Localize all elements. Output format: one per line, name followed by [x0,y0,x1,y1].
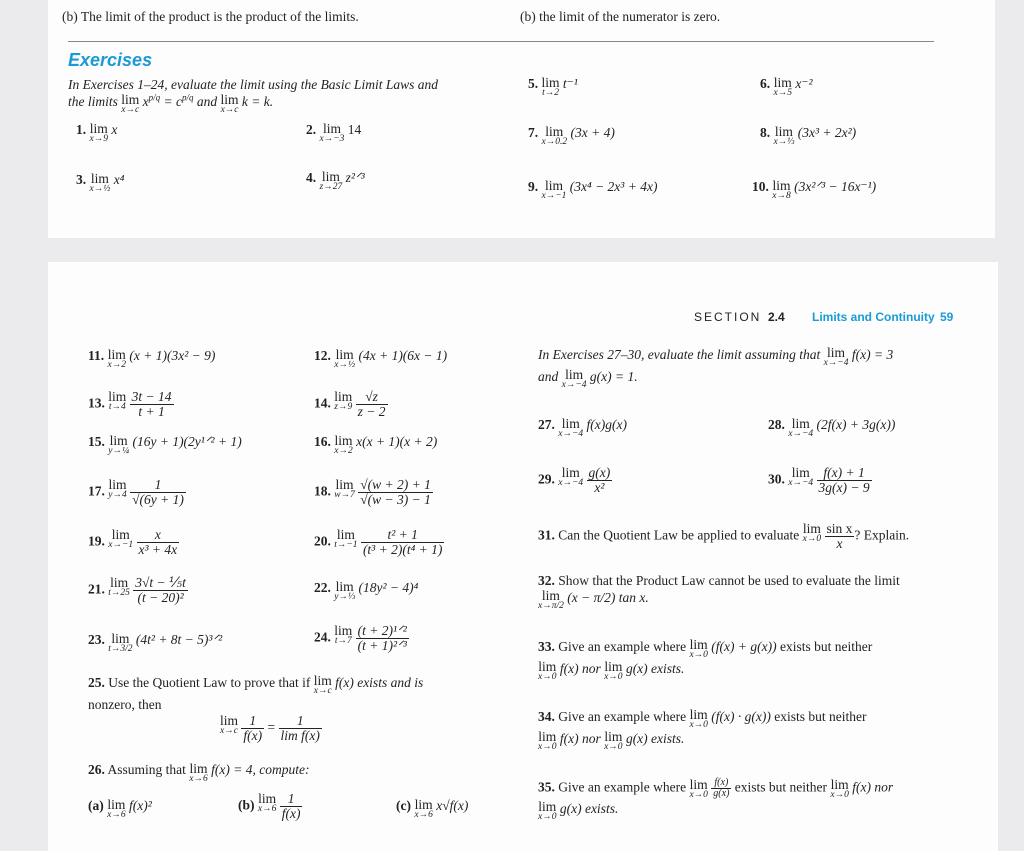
exercise-35: 35. Give an example where lim x→0 $\frac{f(x)}{g(x)}$ exists but neither lim x→0 f(x) nor lim x→0 g(x) exists. [538,777,894,822]
exercise-1: 1. lim x→9 x [76,121,118,144]
exercise-4: 4. lim z→27 z²ᐟ³ [306,169,365,192]
exercise-30: 30. lim x→−4 $\frac{f(x) + 1}{3g(x) - 9}$ [768,465,870,495]
exercise-25-equation: lim x→c $\frac{1}{f(x)}$ = $\frac{1}{\text{lim f(x)}}$ [220,713,320,743]
exercise-26a: (a) lim x→6 f(x)² [88,797,152,820]
section-label: SECTION [694,310,762,324]
exercise-28: 28. lim x→−4 (2f(x) + 3g(x)) [768,416,896,439]
exercise-10: 10. lim x→8 (3x²ᐟ³ − 16x⁻¹) [752,178,877,201]
exercise-13: 13. lim t→4 $\frac{3t - 14}{t + 1}$ [88,389,172,419]
exercise-11: 11. lim x→2 (x + 1)(3x² − 9) [88,347,216,370]
exercise-17: 17. lim y→4 $\frac{1}{√(6y + 1)}$ [88,477,184,507]
section-title: Limits and Continuity [812,310,935,324]
exercises-heading: Exercises [68,50,153,70]
exercises-intro: In Exercises 1–24, evaluate the limit using the Basic Limit Laws and the limits lim x→c $x^{p/q} = c^{p/q}$ and lim x→c k = k. [68,77,438,115]
exercise-25: 25. Use the Quotient Law to prove that if lim x→c f(x) exists and is nonzero, then [88,673,424,712]
exercise-20: 20. lim t→−1 $\frac{\text{t² + 1}}{\text{(t³ + 2)(t⁴ + 1)}}$ [314,527,443,557]
exercise-27: 27. lim x→−4 f(x)g(x) [538,416,627,439]
exercise-8: 8. lim x→⅓ (3x³ + 2x²) [760,124,857,147]
top-right-text: (b) the limit of the numerator is zero. [520,9,721,24]
exercise-7: 7. lim x→0.2 (3x + 4) [528,124,615,147]
exercise-15: 15. lim y→¼ (16y + 1)(2y¹ᐟ² + 1) [88,433,242,456]
exercise-9: 9. lim x→−1 (3x⁴ − 2x³ + 4x) [528,178,658,201]
exercise-3: 3. lim x→½ x⁴ [76,171,125,194]
exercise-14: 14. lim z→9 $\frac{√z}{z - 2}$ [314,389,386,419]
exercise-16: 16. lim x→2 x(x + 1)(x + 2) [314,433,438,456]
exercise-29: 29. lim x→−4 $\frac{g(x)}{\text{x²}}$ [538,465,611,495]
exercise-26: 26. Assuming that lim x→6 f(x) = 4, compute: [88,761,310,784]
exercise-18: 18. lim w→7 $\frac{√(w + 2) + 1}{√(w - 3) - 1}$ [314,477,431,507]
exercise-2: 2. lim x→−3 14 [306,121,362,144]
exercise-21: 21. lim t→25 $\frac{\text{3√t − ⅕t}}{\text{(t − 20)²}}$ [88,575,186,605]
exercise-31: 31. Can the Quotient Law be applied to evaluate lim x→0 $\frac{\text{sin x}}{x}$ ? Explain. [538,521,910,551]
exercise-26b: (b) lim x→6 $\frac{1}{f(x)}$ [238,791,301,821]
exercise-12: 12. lim x→½ (4x + 1)(6x − 1) [314,347,448,370]
top-page [48,0,995,238]
exercise-5: 5. lim t→2 t⁻¹ [528,75,578,98]
section-number: 2.4 [768,310,785,324]
exercise-23: 23. lim t→3/2 (4t² + 8t − 5)³ᐟ² [88,631,223,654]
top-left-text: (b) The limit of the product is the product of the limits. [62,9,359,24]
bottom-page [48,262,998,851]
divider [68,41,934,42]
exercise-22: 22. lim y→⅓ (18y² − 4)⁴ [314,579,419,602]
exercise-34: 34. Give an example where lim x→0 (f(x) · g(x)) exists but neither lim x→0 f(x) nor lim x→0 g(x) exists. [538,707,867,752]
exercise-6: 6. lim x→5 x⁻² [760,75,813,98]
page-number: 59 [940,310,954,324]
intro-27-30: In Exercises 27–30, evaluate the limit assuming that lim x→−4 f(x) = 3 and lim x→−4 g(x) = 1. [538,345,894,390]
exercise-32: 32. Show that the Product Law cannot be used to evaluate the limit lim x→π/2 (x − π/2) tan x. [538,573,900,611]
exercise-24: 24. lim t→7 $\frac{\text{(t + 2)¹ᐟ²}}{\text{(t + 1)²ᐟ³}}$ [314,623,407,653]
exercise-19: 19. lim x→−1 $\frac{x}{\text{x³ + 4x}}$ [88,527,178,557]
exercise-26c: (c) lim x→6 x√f(x) [396,797,469,820]
exercise-33: 33. Give an example where lim x→0 (f(x) + g(x)) exists but neither lim x→0 f(x) nor lim x→0 g(x) exists. [538,637,873,682]
